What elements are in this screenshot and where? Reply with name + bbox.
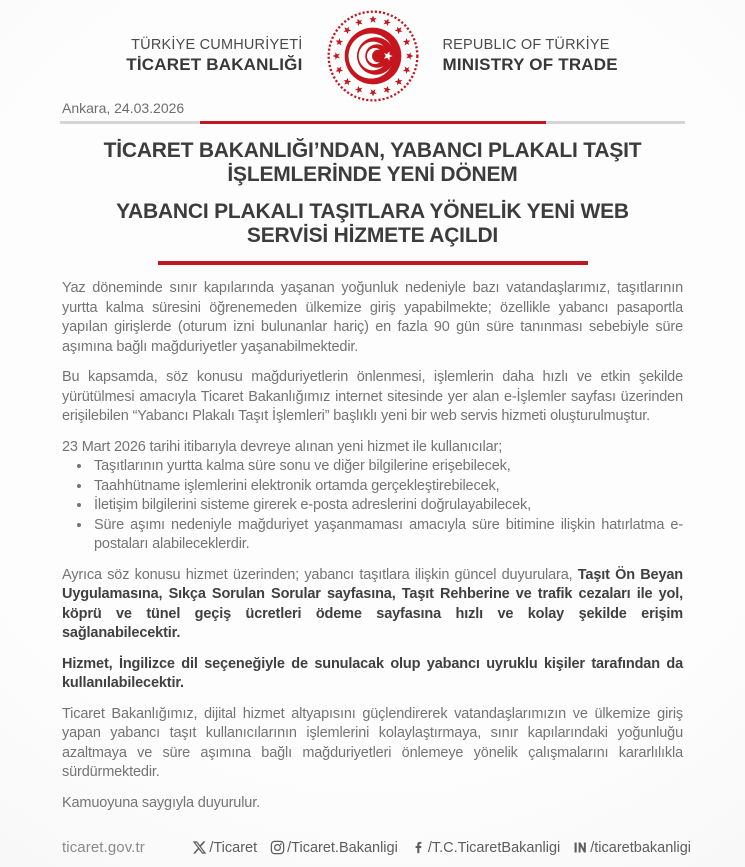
dateline: Ankara, 24.03.2026 <box>62 100 185 116</box>
page-subtitle-line1: YABANCI PLAKALI TAŞITLARA YÖNELİK YENİ WEB <box>116 200 629 223</box>
list-item: • Süre aşımı nedeniyle mağduriyet yaşanmaması amacıyla süre bitimine ilişkin hatırlatma e-postaları alabileceklerdir. <box>92 516 683 555</box>
list-intro: 23 Mart 2026 tarihi itibarıyla devreye alınan yeni hizmet ile kullanıcılar; <box>62 438 503 455</box>
website-url: ticaret.gov.tr <box>62 839 145 856</box>
social-nsosyal-handle: /ticaretbakanligi <box>590 839 691 856</box>
list-item: • Taşıtlarının yurtta kalma süre sonu ve diğer bilgilerine erişebilecek, <box>92 457 683 477</box>
header <box>0 0 745 100</box>
body-text <box>62 279 683 813</box>
footer <box>62 839 691 856</box>
social-links <box>192 840 691 856</box>
list-item: • Taahhütname işlemlerini elektronik ortamda gerçekleştirebilecek, <box>92 477 683 497</box>
social-facebook <box>411 840 560 856</box>
social-facebook-handle: /T.C.TicaretBakanligi <box>427 839 561 856</box>
republic-name-en: REPUBLIC OF TÜRKİYE <box>442 37 610 53</box>
page-title-line1: TİCARET BAKANLIĞI’NDAN, YABANCI PLAKALI TAŞIT <box>103 139 642 162</box>
paragraph-6: Ticaret Bakanlığımız, dijital hizmet altyapısını güçlendirerek vatandaşlarımızın ve ülkemize giriş yapan yabancı taşıt kullanıcılarının işlemlerini kolaylaştırmaya, sınır kapılarındaki yoğunluğu azaltmaya ve süre aşımına bağlı mağduriyetleri önlemeye yönelik çalışmalarını kararlılıkla sürdürmektedir. <box>62 705 683 780</box>
social-instagram-handle: /Ticaret.Bakanligi <box>287 839 398 856</box>
paragraph-5: Hizmet, İngilizce dil seçeneğiyle de sunulacak olup yabancı uyruklu kişiler tarafından da kullanılabilecektir. <box>62 655 683 691</box>
ministry-name-en: MINISTRY OF TRADE <box>442 55 618 74</box>
page-subtitle-line2: SERVİSİ HİZMETE AÇILDI <box>246 224 499 247</box>
instagram-icon <box>270 840 285 855</box>
feature-list <box>62 457 683 555</box>
ministry-of-trade-emblem-icon <box>325 8 421 104</box>
social-x-handle: /Ticaret <box>209 839 258 856</box>
paragraph-2: Bu kapsamda, söz konusu mağduriyetlerin önlenmesi, işlemlerin daha hızlı ve etkin şekilde yürütülmesi amacıyla Ticaret Bakanlığımız internet sitesinde yer alan e-İşlemler sayfası üzerinden erişilebilen “Yabancı Plakalı Taşıt İşlemleri” başlıklı yeni bir web servis hizmeti oluşturulmuştur. <box>62 369 683 424</box>
paragraph-4-bold: Taşıt Ön Beyan Uygulamasına, Sıkça Sorulan Sorular sayfasına, Taşıt Rehberine ve trafik cezaları ile yol, köprü ve tünel geçiş ücretleri ödeme sayfasına hızlı ve kolay şekilde erişim sağlanabilecektir. <box>62 566 683 641</box>
list-item: • İletişim bilgilerini sisteme girerek e-posta adreslerini doğrulayabilecek, <box>92 496 683 516</box>
social-nsosyal <box>573 840 691 856</box>
republic-name-tr: TÜRKİYE CUMHURİYETİ <box>131 37 303 53</box>
closing-line: Kamuoyuna saygıyla duyurulur. <box>62 794 260 811</box>
page-title-line2: İŞLEMLERİNDE YENİ DÖNEM <box>227 163 518 186</box>
header-english-name <box>443 37 661 75</box>
facebook-icon <box>411 840 426 855</box>
subtitle-divider <box>158 261 588 265</box>
paragraph-1: Yaz döneminde sınır kapılarında yaşanan yoğunluk nedeniyle bazı vatandaşlarımız, taşıtlarının yurtta kalma süresini öğrenemeden ülkemize giriş yapabilmekte; özellikle yabancı pasaportla yapılan girişlerde (oturum izni bulunanlar hariç) en fazla 90 gün süre tanınması sebebiyle süre aşımına bağlı mağduriyetler yaşanabilmektedir. <box>62 280 683 355</box>
header-divider-accent <box>200 121 546 124</box>
paragraph-4 <box>62 566 683 644</box>
paragraph-4-regular: Ayrıca söz konusu hizmet üzerinden; yabancı taşıtlara ilişkin güncel duyurulara, <box>62 566 573 583</box>
page-title <box>40 139 705 187</box>
nsosyal-icon <box>573 840 588 855</box>
social-x <box>192 840 257 856</box>
social-instagram <box>270 840 398 856</box>
header-divider <box>60 121 685 124</box>
ministry-name-tr: TİCARET BAKANLIĞI <box>126 55 303 74</box>
x-icon <box>192 840 207 855</box>
header-turkish-name <box>85 37 303 75</box>
page-subtitle <box>40 200 705 248</box>
